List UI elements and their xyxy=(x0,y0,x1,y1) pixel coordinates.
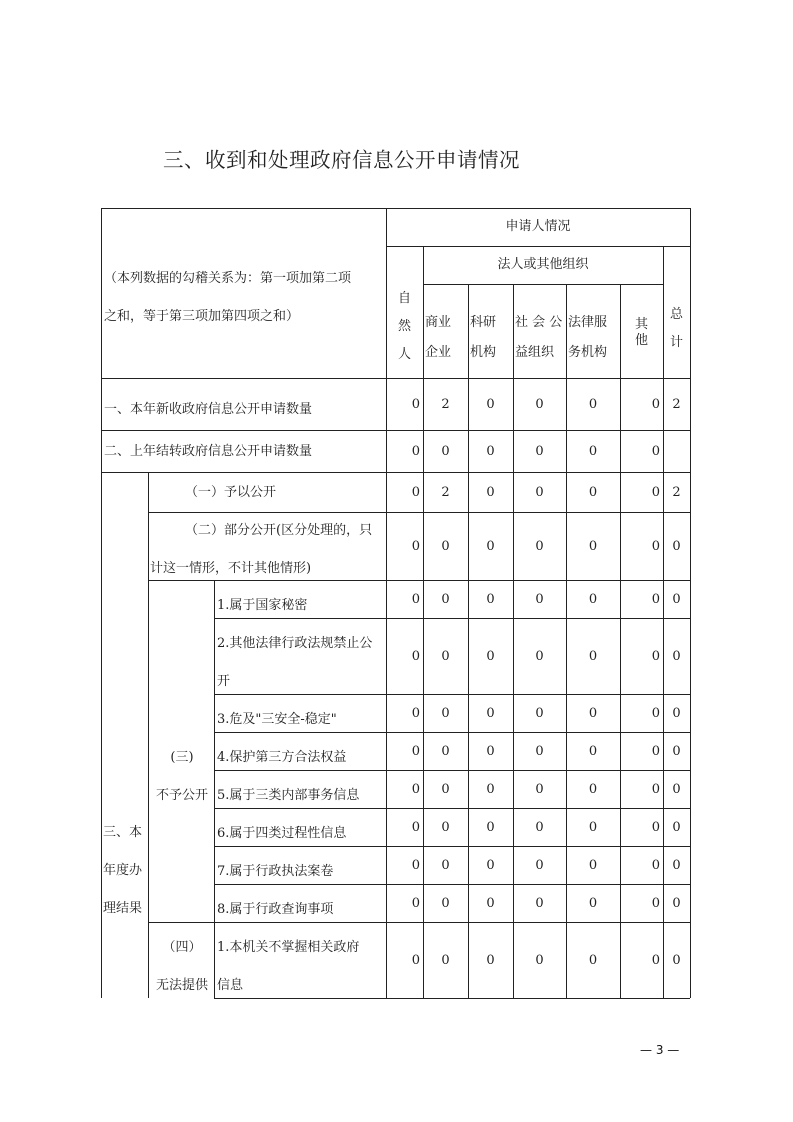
cell-value: 0 xyxy=(588,858,598,873)
header-other: 他 xyxy=(634,333,648,348)
cell-value: 0 xyxy=(441,896,450,911)
cell-value: 0 xyxy=(441,539,450,554)
row-label: 4.保护第三方合法权益 xyxy=(217,750,347,765)
cell-value: 0 xyxy=(486,649,495,664)
cell-value: 0 xyxy=(441,820,450,835)
cell-value: 0 xyxy=(651,592,660,607)
cell-value: 0 xyxy=(588,397,598,412)
cell-value: 0 xyxy=(441,649,450,664)
cell-value: 0 xyxy=(411,485,420,500)
cell-value: 0 xyxy=(535,539,544,554)
cell-value: 0 xyxy=(672,953,681,968)
cell-value: 0 xyxy=(535,953,544,968)
group-not-public: 不予公开 xyxy=(155,788,208,803)
section-title: 三、收到和处理政府信息公开申请情况 xyxy=(163,148,520,172)
row-label: 7.属于行政执法案卷 xyxy=(217,864,334,879)
cell-value: 0 xyxy=(672,706,681,721)
cell-value: 0 xyxy=(441,592,450,607)
table-rule xyxy=(148,580,690,581)
table-rule xyxy=(214,808,690,809)
header-commercial: 商业 xyxy=(425,315,452,330)
cell-value: 0 xyxy=(486,782,495,797)
cell-value: 0 xyxy=(411,649,420,664)
cell-value: 0 xyxy=(651,539,660,554)
row-label: 开 xyxy=(217,674,231,689)
cell-value: 0 xyxy=(672,896,681,911)
cell-value: 0 xyxy=(486,592,495,607)
cell-value: 0 xyxy=(672,782,681,797)
table-rule xyxy=(214,732,690,733)
cell-value: 0 xyxy=(535,592,544,607)
cell-value: 0 xyxy=(651,706,660,721)
cell-value: 0 xyxy=(535,896,544,911)
cell-value: 0 xyxy=(411,858,420,873)
cell-value: 0 xyxy=(588,706,598,721)
cell-value: 0 xyxy=(651,744,660,759)
group-cannot-provide: （四） xyxy=(162,940,202,955)
header-social: 益组织 xyxy=(515,345,555,360)
cell-value: 0 xyxy=(535,649,544,664)
header-research: 科研 xyxy=(470,315,497,330)
row-label: 1.属于国家秘密 xyxy=(217,598,308,613)
cell-value: 0 xyxy=(441,782,450,797)
header-legal-service: 法律服 xyxy=(568,315,608,330)
header-social: 社 会 公 xyxy=(515,315,563,330)
cell-value: 0 xyxy=(535,858,544,873)
cell-value: 0 xyxy=(411,782,420,797)
cell-value: 2 xyxy=(672,397,681,412)
group-not-public: (三) xyxy=(170,750,194,765)
header-bottom-rule xyxy=(101,378,690,379)
subgroup-column-divider xyxy=(214,580,215,998)
cell-value: 0 xyxy=(588,592,598,607)
row-label: 计这一情形，不计其他情形) xyxy=(150,561,312,576)
table-left-border xyxy=(101,208,102,998)
cell-value: 0 xyxy=(535,444,544,459)
table-rule xyxy=(101,472,690,473)
table-right-border xyxy=(690,208,691,998)
cell-value: 0 xyxy=(411,397,420,412)
cell-value: 0 xyxy=(588,485,598,500)
cell-value: 0 xyxy=(672,539,681,554)
header-note-line1: （本列数据的勾稽关系为：第一项加第二项 xyxy=(104,271,352,286)
header-applicant: 申请人情况 xyxy=(505,219,571,234)
cell-value: 0 xyxy=(535,744,544,759)
cell-value: 0 xyxy=(651,953,660,968)
cell-value: 0 xyxy=(651,782,660,797)
table-rule xyxy=(214,884,690,885)
cell-value: 0 xyxy=(411,539,420,554)
cell-value: 0 xyxy=(672,592,681,607)
cell-value: 0 xyxy=(651,820,660,835)
header-rule xyxy=(386,246,690,247)
cell-value: 0 xyxy=(535,782,544,797)
cell-value: 0 xyxy=(411,706,420,721)
cell-value: 0 xyxy=(441,953,450,968)
row-label: （二）部分公开(区分处理的，只 xyxy=(185,523,373,538)
cell-value: 0 xyxy=(486,539,495,554)
row-label: （一）予以公开 xyxy=(185,485,277,500)
cell-value: 0 xyxy=(486,744,495,759)
cell-value: 0 xyxy=(588,649,598,664)
table-rule xyxy=(214,998,690,999)
header-rule xyxy=(423,284,663,285)
group-section3: 三、本 xyxy=(103,825,143,840)
group-cannot-provide: 无法提供 xyxy=(155,978,208,993)
row-label: 二、上年结转政府信息公开申请数量 xyxy=(104,444,313,459)
cell-value: 0 xyxy=(411,896,420,911)
group-section3: 年度办 xyxy=(103,863,143,878)
row-label: 1.本机关不掌握相关政府 xyxy=(217,940,360,955)
cell-value: 0 xyxy=(672,649,681,664)
header-natural-person: 人 xyxy=(397,347,411,362)
header-research: 机构 xyxy=(470,345,497,360)
header-total: 计 xyxy=(669,335,683,350)
cell-value: 0 xyxy=(535,706,544,721)
row-label: 5.属于三类内部事务信息 xyxy=(217,788,360,803)
cell-value: 0 xyxy=(411,953,420,968)
cell-value: 0 xyxy=(672,820,681,835)
cell-value: 0 xyxy=(411,744,420,759)
cell-value: 0 xyxy=(486,896,495,911)
table-rule xyxy=(468,284,469,998)
table-rule xyxy=(663,246,664,998)
cell-value: 0 xyxy=(441,706,450,721)
header-commercial: 企业 xyxy=(425,345,452,360)
cell-value: 0 xyxy=(651,444,660,459)
group-column-divider xyxy=(148,472,149,998)
header-legal-service: 务机构 xyxy=(568,345,608,360)
cell-value: 0 xyxy=(651,649,660,664)
row-label: 8.属于行政查询事项 xyxy=(217,902,334,917)
table-rule xyxy=(214,618,690,619)
cell-value: 0 xyxy=(588,744,598,759)
cell-value: 0 xyxy=(411,820,420,835)
header-other: 其 xyxy=(634,317,648,332)
table-rule xyxy=(423,246,424,998)
cell-value: 0 xyxy=(441,858,450,873)
header-note-line2: 之和，等于第三项加第四项之和） xyxy=(104,309,300,324)
row-label: 信息 xyxy=(217,978,244,993)
cell-value: 0 xyxy=(535,820,544,835)
table-rule xyxy=(620,284,621,998)
group-section3: 理结果 xyxy=(103,901,143,916)
cell-value: 0 xyxy=(651,896,660,911)
cell-value: 0 xyxy=(588,539,598,554)
table-rule xyxy=(513,284,514,998)
table-rule xyxy=(148,922,690,923)
cell-value: 0 xyxy=(651,858,660,873)
cell-value: 0 xyxy=(411,444,420,459)
cell-value: 0 xyxy=(535,397,544,412)
table-rule xyxy=(148,512,690,513)
cell-value: 0 xyxy=(441,444,450,459)
table-rule xyxy=(214,694,690,695)
cell-value: 0 xyxy=(411,592,420,607)
table-top-border xyxy=(101,208,691,209)
cell-value: 0 xyxy=(486,820,495,835)
cell-value: 0 xyxy=(588,444,598,459)
cell-value: 0 xyxy=(588,896,598,911)
table-rule xyxy=(566,284,567,998)
cell-value: 0 xyxy=(651,485,660,500)
cell-value: 0 xyxy=(651,397,660,412)
row-label: 2.其他法律行政法规禁止公 xyxy=(217,636,373,651)
cell-value: 0 xyxy=(441,744,450,759)
table-rule xyxy=(101,430,690,431)
cell-value: 0 xyxy=(672,744,681,759)
cell-value: 0 xyxy=(486,485,495,500)
header-legal-org: 法人或其他组织 xyxy=(497,257,589,272)
cell-value: 2 xyxy=(441,397,450,412)
cell-value: 0 xyxy=(486,953,495,968)
header-total: 总 xyxy=(669,307,683,322)
cell-value: 0 xyxy=(535,485,544,500)
header-natural-person: 自 xyxy=(397,291,411,306)
cell-value: 0 xyxy=(486,858,495,873)
table-rule xyxy=(214,846,690,847)
cell-value: 2 xyxy=(441,485,450,500)
row-label: 3.危及"三安全-稳定" xyxy=(217,712,337,727)
header-natural-person: 然 xyxy=(397,319,411,334)
cell-value: 0 xyxy=(486,397,495,412)
table-rule xyxy=(214,770,690,771)
page-number: — 3 — xyxy=(640,1043,680,1057)
cell-value: 0 xyxy=(486,706,495,721)
cell-value: 0 xyxy=(588,782,598,797)
cell-value: 0 xyxy=(588,820,598,835)
cell-value: 0 xyxy=(672,858,681,873)
cell-value: 2 xyxy=(672,485,681,500)
cell-value: 0 xyxy=(588,953,598,968)
row-label: 6.属于四类过程性信息 xyxy=(217,826,347,841)
cell-value: 0 xyxy=(486,444,495,459)
row-label: 一、本年新收政府信息公开申请数量 xyxy=(104,402,313,417)
